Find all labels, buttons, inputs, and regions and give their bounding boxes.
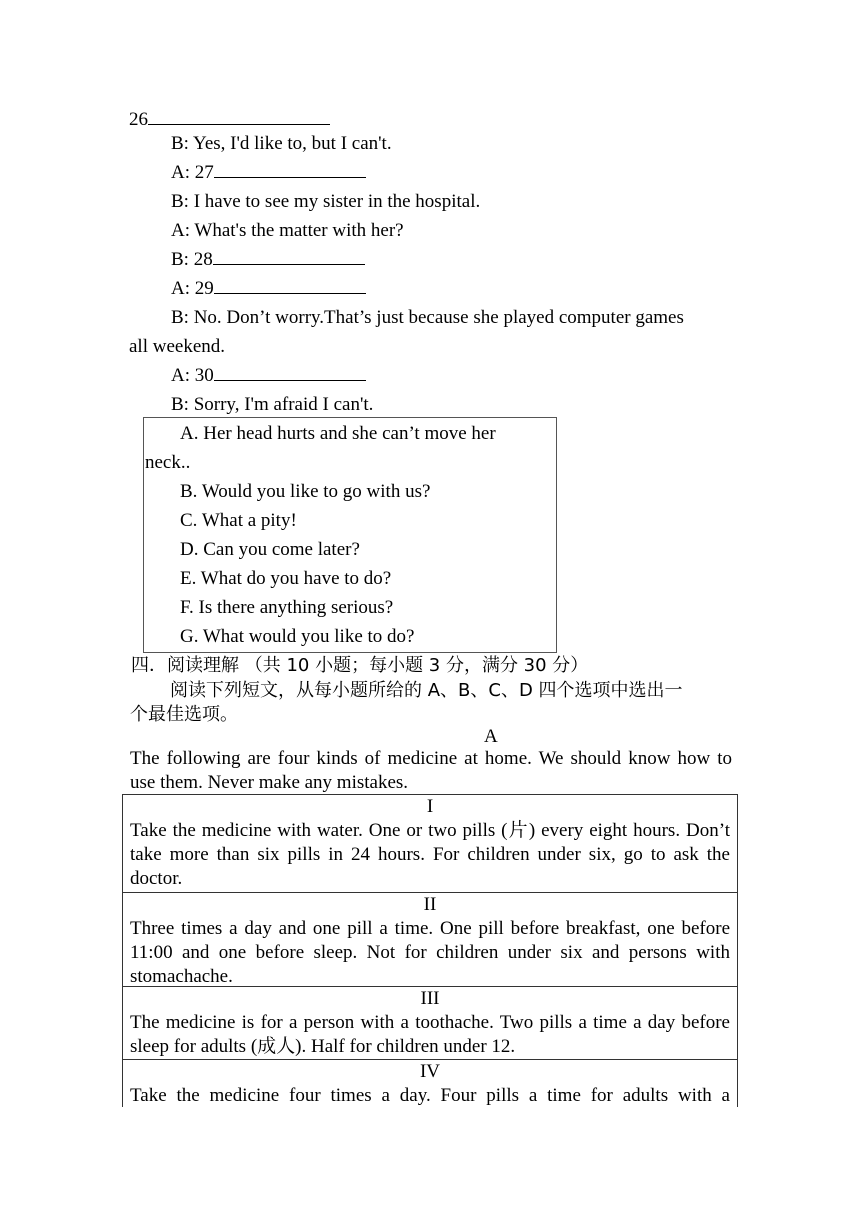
option-b: B. Would you like to go with us? [180,481,431,502]
question-28-label: B: 28 [171,249,213,270]
option-e: E. What do you have to do? [180,568,392,589]
section-heading: 四．阅读理解 （共 10 小题；每小题 3 分，满分 30 分） [131,655,589,676]
dialogue-line-a2: A: What's the matter with her? [171,220,404,241]
option-c: C. What a pity! [180,510,297,531]
medicine-instructions: Three times a day and one pill a time. One pill before breakfast, one before 11:00 and one before sleep. Not for children under six and persons with stomachache. [130,918,730,987]
question-26-label: 26 [129,109,148,130]
answer-blank-26[interactable] [148,106,330,125]
medicine-instructions: Take the medicine four times a day. Four pills a time for adults with a [130,1085,730,1106]
instruction-line2: 个最佳选项。 [130,704,238,725]
medicine-row-4 [123,1060,737,1107]
medicine-row-1 [123,795,737,893]
medicine-number: IV [419,1061,441,1082]
dialogue-line-b4: B: Sorry, I'm afraid I can't. [171,394,374,415]
medicine-instructions: The medicine is for a person with a toothache. Two pills a time a day before sleep for adults (成人). Half for children under 12. [130,1012,730,1057]
instruction-line1: 阅读下列短文，从每小题所给的 A、B、C、D 四个选项中选出一 [170,680,683,701]
medicine-row-3 [123,987,737,1060]
question-30-line [171,361,366,390]
question-28-line [171,245,365,274]
dialogue-line-b3-2: all weekend. [129,336,226,357]
question-29-label: A: 29 [171,278,214,299]
answer-blank-30[interactable] [214,362,366,381]
passage-label: A [484,726,498,747]
option-g: G. What would you like to do? [180,626,415,647]
dialogue-line-b1: B: Yes, I'd like to, but I can't. [171,133,392,154]
option-d: D. Can you come later? [180,539,360,560]
options-box [143,417,557,653]
medicine-number: II [423,894,437,915]
question-30-label: A: 30 [171,365,214,386]
question-29-line [171,274,366,303]
answer-blank-27[interactable] [214,159,366,178]
passage-intro: The following are four kinds of medicine at home. We should know how to use them. Never make any mistakes. [130,748,732,793]
medicine-number: I [426,796,434,817]
medicine-table [122,794,738,1107]
question-27-line [171,158,366,187]
question-27-label: A: 27 [171,162,214,183]
option-a-line1: A. Her head hurts and she can’t move her [180,423,496,444]
medicine-number: III [420,988,440,1009]
medicine-instructions: Take the medicine with water. One or two pills (片) every eight hours. Don’t take more than six pills in 24 hours. For children under six, go to ask the doctor. [130,820,730,889]
answer-blank-28[interactable] [213,246,365,265]
medicine-row-2 [123,893,737,987]
option-f: F. Is there anything serious? [180,597,394,618]
answer-blank-29[interactable] [214,275,366,294]
option-a-line2: neck.. [145,452,191,473]
dialogue-line-b3-1: B: No. Don’t worry.That’s just because she played computer games [171,307,684,328]
dialogue-line-b2: B: I have to see my sister in the hospital. [171,191,481,212]
